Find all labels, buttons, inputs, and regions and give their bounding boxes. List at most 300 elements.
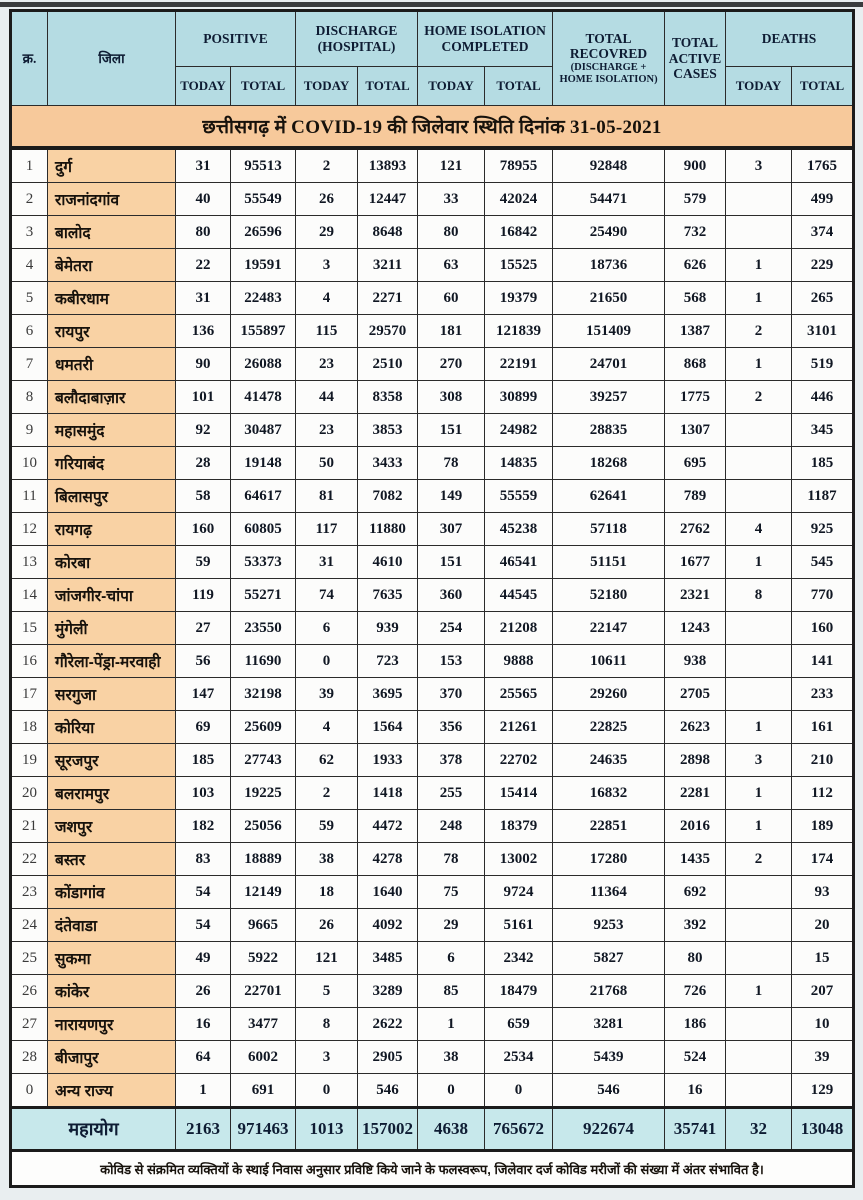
value-cell: 18479: [485, 975, 553, 1008]
value-cell: 50: [296, 447, 358, 480]
value-cell: 10: [792, 1008, 854, 1041]
value-cell: 1387: [665, 315, 726, 348]
district-cell: गौरेला-पेंड्रा-मरवाही: [48, 645, 176, 678]
value-cell: 101: [176, 381, 231, 414]
row-number-cell: 17: [11, 678, 48, 711]
value-cell: 1: [726, 546, 792, 579]
value-cell: 129: [792, 1074, 854, 1108]
value-cell: [726, 678, 792, 711]
value-cell: 2: [296, 777, 358, 810]
value-cell: 1435: [665, 843, 726, 876]
total-value-cell: 922674: [553, 1108, 665, 1151]
value-cell: 11880: [358, 513, 418, 546]
value-cell: 63: [418, 249, 485, 282]
value-cell: 1: [726, 975, 792, 1008]
value-cell: [726, 216, 792, 249]
value-cell: 8: [296, 1008, 358, 1041]
value-cell: 2321: [665, 579, 726, 612]
district-cell: जांजगीर-चांपा: [48, 579, 176, 612]
value-cell: 119: [176, 579, 231, 612]
value-cell: 9253: [553, 909, 665, 942]
value-cell: 23: [296, 414, 358, 447]
value-cell: 103: [176, 777, 231, 810]
table-row: [11, 678, 854, 711]
subheader-discharge-total: TOTAL: [358, 67, 418, 106]
value-cell: 74: [296, 579, 358, 612]
row-number-cell: 21: [11, 810, 48, 843]
col-header-deaths: DEATHS: [726, 11, 854, 67]
value-cell: 17280: [553, 843, 665, 876]
value-cell: 308: [418, 381, 485, 414]
value-cell: 54: [176, 876, 231, 909]
value-cell: 80: [418, 216, 485, 249]
value-cell: 149: [418, 480, 485, 513]
value-cell: 16: [176, 1008, 231, 1041]
value-cell: 14835: [485, 447, 553, 480]
value-cell: 19148: [231, 447, 296, 480]
subheader-home-total: TOTAL: [485, 67, 553, 106]
value-cell: 6: [418, 942, 485, 975]
value-cell: 2762: [665, 513, 726, 546]
value-cell: 726: [665, 975, 726, 1008]
value-cell: 938: [665, 645, 726, 678]
col-header-active-line1: TOTAL: [672, 35, 719, 51]
value-cell: 44: [296, 381, 358, 414]
value-cell: 29: [418, 909, 485, 942]
value-cell: 182: [176, 810, 231, 843]
value-cell: 12149: [231, 876, 296, 909]
value-cell: 19591: [231, 249, 296, 282]
col-header-active-line3: CASES: [673, 66, 717, 82]
total-value-cell: 971463: [231, 1108, 296, 1151]
value-cell: 2905: [358, 1041, 418, 1074]
value-cell: 265: [792, 282, 854, 315]
value-cell: 22191: [485, 348, 553, 381]
value-cell: 25609: [231, 711, 296, 744]
value-cell: 83: [176, 843, 231, 876]
value-cell: 3289: [358, 975, 418, 1008]
value-cell: 151: [418, 414, 485, 447]
value-cell: 2: [726, 315, 792, 348]
table-body: [11, 148, 854, 1108]
district-cell: रायपुर: [48, 315, 176, 348]
total-value-cell: 2163: [176, 1108, 231, 1151]
row-number-cell: 14: [11, 579, 48, 612]
value-cell: 18736: [553, 249, 665, 282]
value-cell: 21650: [553, 282, 665, 315]
district-cell: बलौदाबाज़ार: [48, 381, 176, 414]
value-cell: 174: [792, 843, 854, 876]
value-cell: 8648: [358, 216, 418, 249]
row-number-cell: 3: [11, 216, 48, 249]
value-cell: 15: [792, 942, 854, 975]
total-row-label: महायोग: [11, 1108, 176, 1151]
value-cell: 3281: [553, 1008, 665, 1041]
value-cell: 210: [792, 744, 854, 777]
value-cell: 6002: [231, 1041, 296, 1074]
value-cell: 22702: [485, 744, 553, 777]
row-number-cell: 27: [11, 1008, 48, 1041]
value-cell: 229: [792, 249, 854, 282]
table-row: [11, 876, 854, 909]
value-cell: 155897: [231, 315, 296, 348]
value-cell: 51151: [553, 546, 665, 579]
subheader-home-today: TODAY: [418, 67, 485, 106]
district-cell: बलरामपुर: [48, 777, 176, 810]
value-cell: 2623: [665, 711, 726, 744]
value-cell: 16: [665, 1074, 726, 1108]
value-cell: 2342: [485, 942, 553, 975]
covid-district-table: [9, 9, 855, 1188]
table-row: [11, 612, 854, 645]
row-number-cell: 10: [11, 447, 48, 480]
table-row: [11, 183, 854, 216]
value-cell: 868: [665, 348, 726, 381]
value-cell: 1564: [358, 711, 418, 744]
value-cell: 39: [792, 1041, 854, 1074]
value-cell: 939: [358, 612, 418, 645]
col-header-discharge-line1: DISCHARGE: [315, 23, 398, 39]
value-cell: 16832: [553, 777, 665, 810]
value-cell: 2016: [665, 810, 726, 843]
value-cell: 270: [418, 348, 485, 381]
value-cell: 1677: [665, 546, 726, 579]
table-row: [11, 216, 854, 249]
value-cell: 185: [792, 447, 854, 480]
value-cell: 136: [176, 315, 231, 348]
value-cell: 26: [176, 975, 231, 1008]
value-cell: 90: [176, 348, 231, 381]
value-cell: 18: [296, 876, 358, 909]
district-cell: नारायणपुर: [48, 1008, 176, 1041]
district-cell: मुंगेली: [48, 612, 176, 645]
value-cell: 32198: [231, 678, 296, 711]
total-value-cell: 32: [726, 1108, 792, 1151]
value-cell: 60805: [231, 513, 296, 546]
col-header-district: जिला: [48, 11, 176, 106]
value-cell: 27743: [231, 744, 296, 777]
col-header-home-line2: COMPLETED: [441, 39, 529, 54]
value-cell: 55271: [231, 579, 296, 612]
value-cell: 121: [418, 148, 485, 183]
value-cell: 60: [418, 282, 485, 315]
value-cell: 19379: [485, 282, 553, 315]
col-header-recovered-line3: (DISCHARGE +: [570, 61, 647, 73]
value-cell: 7082: [358, 480, 418, 513]
value-cell: 58: [176, 480, 231, 513]
value-cell: 545: [792, 546, 854, 579]
value-cell: 57118: [553, 513, 665, 546]
value-cell: 22851: [553, 810, 665, 843]
value-cell: 2271: [358, 282, 418, 315]
value-cell: 59: [296, 810, 358, 843]
value-cell: 22701: [231, 975, 296, 1008]
row-number-cell: 15: [11, 612, 48, 645]
value-cell: 153: [418, 645, 485, 678]
value-cell: 46541: [485, 546, 553, 579]
value-cell: 8358: [358, 381, 418, 414]
district-cell: दंतेवाडा: [48, 909, 176, 942]
district-cell: गरियाबंद: [48, 447, 176, 480]
district-cell: सुकमा: [48, 942, 176, 975]
value-cell: [726, 1074, 792, 1108]
value-cell: 59: [176, 546, 231, 579]
value-cell: 78955: [485, 148, 553, 183]
district-cell: कांकेर: [48, 975, 176, 1008]
value-cell: 0: [296, 1074, 358, 1108]
total-value-cell: 13048: [792, 1108, 854, 1151]
col-header-recovered-line1: TOTAL: [585, 30, 632, 46]
value-cell: 233: [792, 678, 854, 711]
value-cell: 62641: [553, 480, 665, 513]
row-number-cell: 13: [11, 546, 48, 579]
value-cell: 25565: [485, 678, 553, 711]
value-cell: 546: [358, 1074, 418, 1108]
value-cell: 22: [176, 249, 231, 282]
footer-note: कोविड से संक्रमित व्यक्तियों के स्थाई निवास अनुसार प्रविष्टि किये जाने के फलस्वरूप, जिलेवार दर्ज कोविड मरीजों की संख्या में अंतर संभावित है।: [11, 1151, 854, 1187]
value-cell: 52180: [553, 579, 665, 612]
value-cell: [726, 1008, 792, 1041]
value-cell: 9724: [485, 876, 553, 909]
page-title: छत्तीसगढ़ में COVID-19 की जिलेवार स्थिति दिनांक 31-05-2021: [11, 106, 854, 149]
row-number-cell: 28: [11, 1041, 48, 1074]
total-value-cell: 35741: [665, 1108, 726, 1151]
covid-status-sheet: [9, 9, 854, 1188]
value-cell: 95513: [231, 148, 296, 183]
value-cell: 69: [176, 711, 231, 744]
district-cell: रायगढ़: [48, 513, 176, 546]
value-cell: 2: [296, 148, 358, 183]
value-cell: 254: [418, 612, 485, 645]
value-cell: 691: [231, 1074, 296, 1108]
value-cell: 519: [792, 348, 854, 381]
table-row: [11, 546, 854, 579]
district-cell: सूरजपुर: [48, 744, 176, 777]
value-cell: 3211: [358, 249, 418, 282]
value-cell: 22825: [553, 711, 665, 744]
district-cell: दुर्ग: [48, 148, 176, 183]
value-cell: 248: [418, 810, 485, 843]
row-number-cell: 19: [11, 744, 48, 777]
table-row: [11, 282, 854, 315]
value-cell: 186: [665, 1008, 726, 1041]
value-cell: 446: [792, 381, 854, 414]
value-cell: 147: [176, 678, 231, 711]
value-cell: 141: [792, 645, 854, 678]
value-cell: 8: [726, 579, 792, 612]
row-number-cell: 7: [11, 348, 48, 381]
value-cell: 0: [485, 1074, 553, 1108]
value-cell: 75: [418, 876, 485, 909]
row-number-cell: 8: [11, 381, 48, 414]
value-cell: 23550: [231, 612, 296, 645]
district-cell: धमतरी: [48, 348, 176, 381]
value-cell: 26: [296, 909, 358, 942]
value-cell: 93: [792, 876, 854, 909]
value-cell: [726, 183, 792, 216]
value-cell: 2: [726, 381, 792, 414]
value-cell: 1640: [358, 876, 418, 909]
value-cell: 160: [792, 612, 854, 645]
value-cell: 161: [792, 711, 854, 744]
value-cell: 31: [296, 546, 358, 579]
value-cell: 115: [296, 315, 358, 348]
col-header-home-isolation: [418, 11, 553, 67]
value-cell: 5: [296, 975, 358, 1008]
table-row: [11, 249, 854, 282]
value-cell: [726, 414, 792, 447]
row-number-cell: 6: [11, 315, 48, 348]
value-cell: [726, 645, 792, 678]
district-cell: महासमुंद: [48, 414, 176, 447]
table-row: [11, 777, 854, 810]
district-cell: बालोद: [48, 216, 176, 249]
value-cell: 4092: [358, 909, 418, 942]
value-cell: 18889: [231, 843, 296, 876]
value-cell: 3433: [358, 447, 418, 480]
value-cell: 16842: [485, 216, 553, 249]
value-cell: 22147: [553, 612, 665, 645]
value-cell: [726, 909, 792, 942]
value-cell: 31: [176, 148, 231, 183]
value-cell: 151: [418, 546, 485, 579]
value-cell: 4472: [358, 810, 418, 843]
row-number-cell: 1: [11, 148, 48, 183]
value-cell: 11364: [553, 876, 665, 909]
table-row: [11, 744, 854, 777]
table-row: [11, 1041, 854, 1074]
value-cell: 1: [418, 1008, 485, 1041]
value-cell: 925: [792, 513, 854, 546]
total-value-cell: 4638: [418, 1108, 485, 1151]
col-header-home-line1: HOME ISOLATION: [424, 23, 546, 39]
value-cell: 900: [665, 148, 726, 183]
value-cell: 13002: [485, 843, 553, 876]
district-cell: जशपुर: [48, 810, 176, 843]
row-number-cell: 25: [11, 942, 48, 975]
value-cell: 2510: [358, 348, 418, 381]
value-cell: [726, 1041, 792, 1074]
row-number-cell: 20: [11, 777, 48, 810]
row-number-cell: 4: [11, 249, 48, 282]
value-cell: 1243: [665, 612, 726, 645]
value-cell: 15414: [485, 777, 553, 810]
value-cell: 24982: [485, 414, 553, 447]
value-cell: 151409: [553, 315, 665, 348]
value-cell: 85: [418, 975, 485, 1008]
value-cell: 81: [296, 480, 358, 513]
value-cell: 2281: [665, 777, 726, 810]
value-cell: 1307: [665, 414, 726, 447]
value-cell: 626: [665, 249, 726, 282]
value-cell: 4610: [358, 546, 418, 579]
table-row: [11, 381, 854, 414]
value-cell: 25056: [231, 810, 296, 843]
value-cell: 2534: [485, 1041, 553, 1074]
value-cell: 9888: [485, 645, 553, 678]
table-row: [11, 579, 854, 612]
table-row: [11, 513, 854, 546]
value-cell: 121: [296, 942, 358, 975]
value-cell: [726, 612, 792, 645]
row-number-cell: 18: [11, 711, 48, 744]
value-cell: 207: [792, 975, 854, 1008]
value-cell: 15525: [485, 249, 553, 282]
total-value-cell: 765672: [485, 1108, 553, 1151]
value-cell: 10611: [553, 645, 665, 678]
value-cell: 732: [665, 216, 726, 249]
value-cell: [726, 447, 792, 480]
district-cell: राजनांदगांव: [48, 183, 176, 216]
value-cell: 56: [176, 645, 231, 678]
table-row: [11, 942, 854, 975]
header-row-main: [11, 11, 854, 67]
value-cell: 112: [792, 777, 854, 810]
value-cell: 392: [665, 909, 726, 942]
value-cell: 44545: [485, 579, 553, 612]
value-cell: 2622: [358, 1008, 418, 1041]
value-cell: 38: [296, 843, 358, 876]
value-cell: 54: [176, 909, 231, 942]
value-cell: 26596: [231, 216, 296, 249]
value-cell: 1: [726, 810, 792, 843]
value-cell: 723: [358, 645, 418, 678]
value-cell: 5439: [553, 1041, 665, 1074]
value-cell: 92: [176, 414, 231, 447]
value-cell: 78: [418, 447, 485, 480]
value-cell: 692: [665, 876, 726, 909]
value-cell: 1933: [358, 744, 418, 777]
value-cell: 345: [792, 414, 854, 447]
value-cell: 4: [296, 282, 358, 315]
value-cell: 80: [665, 942, 726, 975]
value-cell: 1765: [792, 148, 854, 183]
value-cell: 26: [296, 183, 358, 216]
value-cell: 25490: [553, 216, 665, 249]
district-cell: बिलासपुर: [48, 480, 176, 513]
value-cell: 29: [296, 216, 358, 249]
value-cell: 3: [296, 1041, 358, 1074]
row-number-cell: 0: [11, 1074, 48, 1108]
value-cell: 30487: [231, 414, 296, 447]
value-cell: 121839: [485, 315, 553, 348]
table-row: [11, 148, 854, 183]
value-cell: 38: [418, 1041, 485, 1074]
col-header-active-line2: ACTIVE: [668, 50, 722, 66]
value-cell: 160: [176, 513, 231, 546]
value-cell: 30899: [485, 381, 553, 414]
row-number-cell: 5: [11, 282, 48, 315]
value-cell: 29260: [553, 678, 665, 711]
value-cell: 4: [726, 513, 792, 546]
value-cell: 695: [665, 447, 726, 480]
subheader-positive-total: TOTAL: [231, 67, 296, 106]
district-cell: सरगुजा: [48, 678, 176, 711]
value-cell: 0: [296, 645, 358, 678]
value-cell: 117: [296, 513, 358, 546]
value-cell: 64: [176, 1041, 231, 1074]
value-cell: 2: [726, 843, 792, 876]
row-number-cell: 22: [11, 843, 48, 876]
total-value-cell: 157002: [358, 1108, 418, 1151]
table-row: [11, 1008, 854, 1041]
district-cell: बस्तर: [48, 843, 176, 876]
value-cell: 3477: [231, 1008, 296, 1041]
table-row: [11, 315, 854, 348]
value-cell: [726, 480, 792, 513]
value-cell: 45238: [485, 513, 553, 546]
value-cell: 1: [726, 711, 792, 744]
